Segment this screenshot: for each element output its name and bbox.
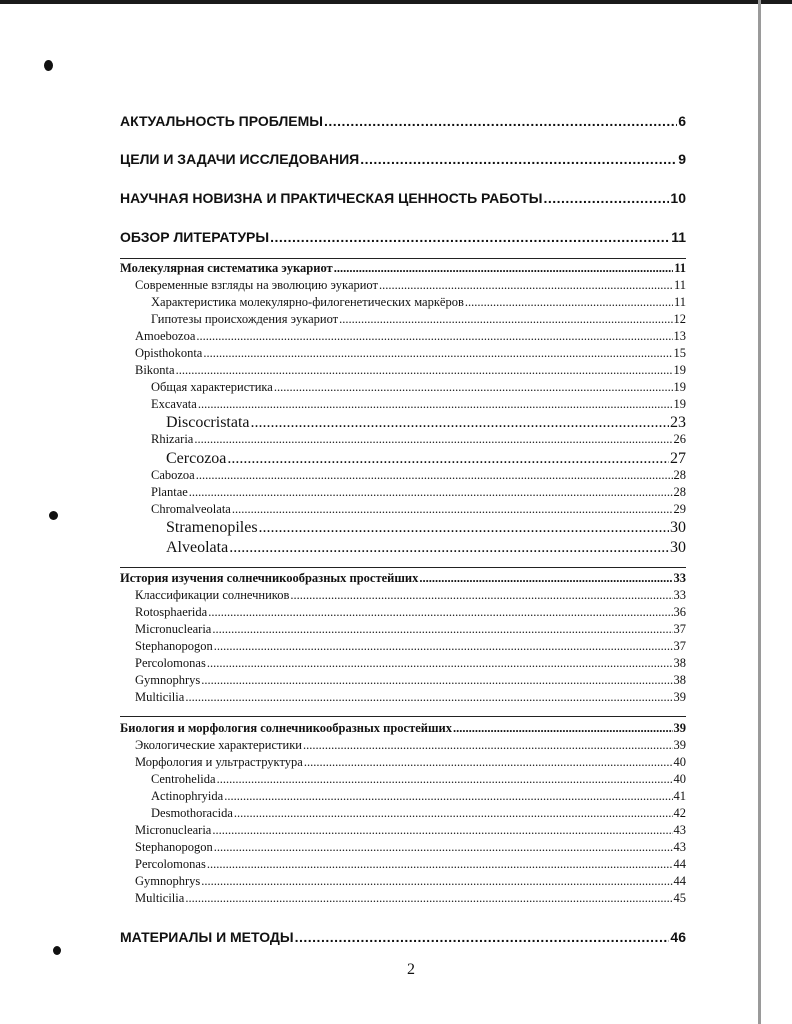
toc-entry-title: Stephanopogon [135, 840, 213, 854]
toc-entry-title: Multicilia [135, 891, 185, 905]
toc-entry-title: Гипотезы происхождения эукариот [151, 312, 339, 326]
toc-entry-page: 10 [670, 190, 686, 206]
toc-entry-page: 23 [670, 414, 686, 431]
toc-entry-title: АКТУАЛЬНОСТЬ ПРОБЛЕМЫ [120, 113, 323, 129]
toc-entry-page: 38 [673, 656, 686, 670]
toc-entry-page: 33 [673, 588, 686, 602]
section-rule [120, 567, 686, 568]
toc-entry-title: Rotosphaerida [135, 605, 208, 619]
toc-entry-title: Характеристика молекулярно-филогенетических маркёров [151, 295, 464, 309]
toc-major-entry [120, 230, 686, 245]
toc-entry [120, 486, 686, 500]
toc-entry-page: 19 [673, 380, 686, 394]
toc-entry-title: Экологические характеристики [135, 738, 302, 752]
toc-entry [120, 519, 686, 537]
toc-entry-title: Discocristata [166, 414, 250, 431]
toc-entry-page: 29 [673, 502, 686, 516]
toc-entry-page: 28 [673, 485, 686, 499]
toc-entry-title: Rhizaria [151, 432, 194, 446]
toc-entry [120, 330, 686, 344]
toc-entry-page: 30 [670, 519, 686, 536]
toc-entry-page: 26 [673, 432, 686, 446]
toc-entry [120, 824, 686, 838]
toc-entry [120, 739, 686, 753]
toc-entry [120, 347, 686, 361]
toc-entry [120, 756, 686, 770]
toc-entry-page: 12 [673, 312, 686, 326]
toc-entry [120, 606, 686, 620]
section-rule [120, 716, 686, 717]
toc-entry [120, 364, 686, 378]
toc-entry-page: 37 [673, 639, 686, 653]
toc-entry [120, 875, 686, 889]
toc-entry-title: Opisthokonta [135, 346, 203, 360]
toc-entry-page: 43 [673, 823, 686, 837]
scan-blot [49, 511, 58, 520]
toc-entry-page: 39 [673, 738, 686, 752]
toc-entry-title: Bikonta [135, 363, 175, 377]
section-rule [120, 258, 686, 259]
toc-entry [120, 398, 686, 412]
toc-entry [120, 807, 686, 821]
toc-entry [120, 640, 686, 654]
toc-entry-page: 19 [673, 397, 686, 411]
toc-entry-title: Stephanopogon [135, 639, 213, 653]
toc-entry-page: 44 [673, 874, 686, 888]
toc-entry-title: Cabozoa [151, 468, 195, 482]
toc-entry-title: Современные взгляды на эволюцию эукариот [135, 278, 378, 292]
toc-entry [120, 469, 686, 483]
toc-entry [120, 790, 686, 804]
toc-entry-title: История изучения солнечникообразных простейших [120, 571, 419, 585]
toc-entry [120, 657, 686, 671]
toc-entry-title: Биология и морфология солнечникообразных простейших [120, 721, 452, 735]
toc-entry [120, 674, 686, 688]
toc-entry [120, 858, 686, 872]
toc-entry [120, 381, 686, 395]
toc-entry-page: 11 [673, 278, 686, 292]
toc-entry-title: Centrohelida [151, 772, 216, 786]
toc-entry-title: Молекулярная систематика эукариот [120, 261, 333, 275]
toc-entry-title: Desmothoracida [151, 806, 233, 820]
toc-entry-page: 11 [674, 261, 686, 275]
toc-entry-title: Cercozoa [166, 450, 227, 467]
scan-blot [44, 60, 53, 71]
page-number: 2 [407, 961, 415, 978]
scan-blot [53, 946, 61, 955]
toc-entry [120, 414, 686, 432]
toc-entry-page: 40 [673, 772, 686, 786]
toc-entry-page: 30 [670, 539, 686, 556]
toc-entry-title: Морфология и ультраструктура [135, 755, 303, 769]
toc-entry [120, 296, 686, 310]
page-top-edge [0, 0, 792, 4]
toc-entry-title: Multicilia [135, 690, 185, 704]
toc-section-entry [120, 262, 686, 276]
toc-entry-page: 39 [673, 690, 686, 704]
toc-entry-title: НАУЧНАЯ НОВИЗНА И ПРАКТИЧЕСКАЯ ЦЕННОСТЬ РАБОТЫ [120, 190, 543, 206]
toc-entry-page: 6 [678, 113, 686, 129]
toc-section-entry [120, 572, 686, 586]
toc-entry [120, 279, 686, 293]
toc-entry-page: 33 [673, 571, 686, 585]
toc-entry-page: 41 [673, 789, 686, 803]
toc-entry-title: Percolomonas [135, 656, 206, 670]
toc-entry [120, 539, 686, 557]
toc-entry-title: Stramenopiles [166, 519, 258, 536]
toc-entry-page: 45 [673, 891, 686, 905]
toc-entry-page: 37 [673, 622, 686, 636]
toc-entry [120, 841, 686, 855]
toc-entry [120, 589, 686, 603]
page-right-edge [758, 0, 761, 1024]
toc-entry-page: 28 [673, 468, 686, 482]
toc-entry-title: Plantae [151, 485, 188, 499]
toc-entry-title: Percolomonas [135, 857, 206, 871]
toc-entry-page: 11 [673, 295, 686, 309]
toc-entry [120, 503, 686, 517]
toc-entry-page: 40 [673, 755, 686, 769]
toc-entry-page: 9 [678, 151, 686, 167]
toc-entry-title: Excavata [151, 397, 197, 411]
toc-entry-title: Alveolata [166, 539, 229, 556]
toc-entry-title: Amoebozoa [135, 329, 196, 343]
toc-entry-title: Actinophryida [151, 789, 224, 803]
toc-entry-page: 46 [670, 929, 686, 945]
toc-major-entry [120, 114, 686, 129]
toc-entry-title: Gymnophrys [135, 673, 201, 687]
toc-entry [120, 623, 686, 637]
toc-entry-page: 44 [673, 857, 686, 871]
toc-entry [120, 892, 686, 906]
toc-entry-title: Micronuclearia [135, 823, 212, 837]
toc-entry-page: 42 [673, 806, 686, 820]
toc-entry [120, 691, 686, 705]
toc-entry [120, 773, 686, 787]
toc-entry-title: ОБЗОР ЛИТЕРАТУРЫ [120, 229, 270, 245]
toc-entry-page: 39 [673, 721, 686, 735]
toc-entry-page: 13 [673, 329, 686, 343]
toc-major-entry [120, 152, 686, 167]
toc-entry [120, 450, 686, 468]
toc-entry-page: 11 [671, 229, 686, 245]
toc-entry-title: МАТЕРИАЛЫ И МЕТОДЫ [120, 929, 294, 945]
toc-section-entry [120, 722, 686, 736]
toc-entry-page: 36 [673, 605, 686, 619]
toc-entry-title: Gymnophrys [135, 874, 201, 888]
toc-entry [120, 313, 686, 327]
toc-entry-page: 19 [673, 363, 686, 377]
toc-entry [120, 433, 686, 447]
toc-entry-title: Micronuclearia [135, 622, 212, 636]
toc-entry-page: 27 [670, 450, 686, 467]
toc-entry-title: ЦЕЛИ И ЗАДАЧИ ИССЛЕДОВАНИЯ [120, 151, 360, 167]
toc-major-entry [120, 930, 686, 945]
toc-entry-title: Chromalveolata [151, 502, 231, 516]
toc-entry-page: 38 [673, 673, 686, 687]
toc-entry-title: Классификации солнечников [135, 588, 290, 602]
toc-entry-page: 15 [673, 346, 686, 360]
toc-major-entry [120, 191, 686, 206]
toc-entry-page: 43 [673, 840, 686, 854]
toc-entry-title: Общая характеристика [151, 380, 273, 394]
